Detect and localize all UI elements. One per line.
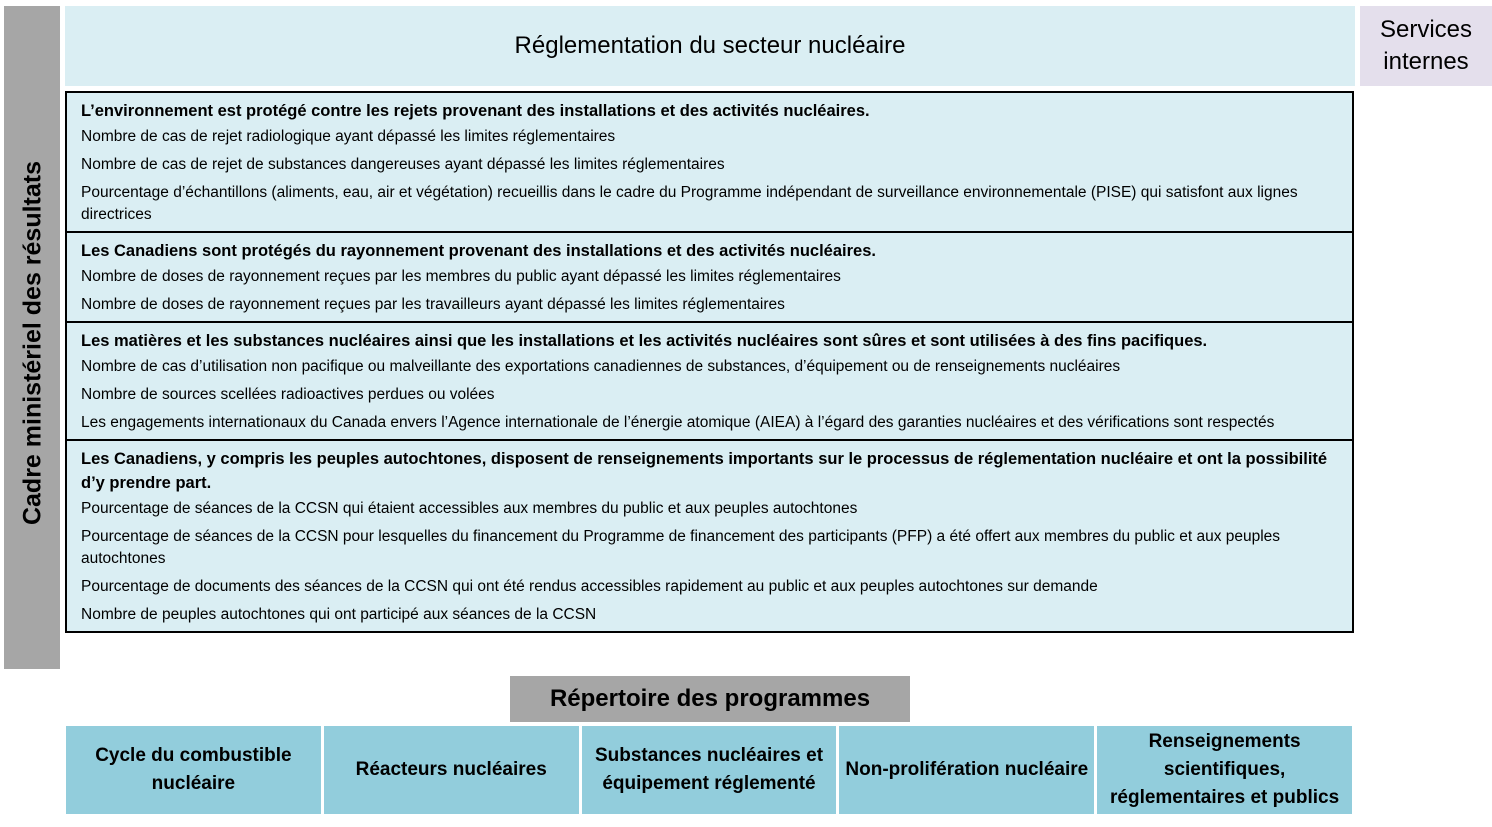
indicator: Nombre de cas d’utilisation non pacifique ou malveillante des exportations canadiennes de substances, d’équipement ou de renseignements nucléaires: [81, 358, 1121, 375]
indicator: Nombre de cas de rejet radiologique ayant dépassé les limites réglementaires: [81, 128, 616, 145]
result-block: [67, 321, 1352, 439]
services-internes-box: Services internes: [1360, 6, 1492, 86]
header-title: Réglementation du secteur nucléaire: [65, 6, 1355, 86]
indicator: Les engagements internationaux du Canada envers l’Agence internationale de l’énergie atomique (AIEA) à l’égard des garanties nucléaires et des vérifications sont respectés: [81, 414, 1275, 431]
indicator: Pourcentage d’échantillons (aliments, eau, air et végétation) recueillis dans le cadre du Programme indépendant de surveillance environnementale (PISE) qui satisfont aux lignes directrices: [81, 184, 1298, 223]
indicator: Nombre de sources scellées radioactives perdues ou volées: [81, 386, 495, 403]
result-block: [67, 93, 1352, 231]
program-box: Cycle du combustible nucléaire: [66, 726, 321, 814]
side-panel: [4, 6, 60, 669]
program-box: Renseignements scientifiques, réglementaires et publics: [1097, 726, 1352, 814]
indicator: Pourcentage de séances de la CCSN qui étaient accessibles aux membres du public et aux peuples autochtones: [81, 500, 858, 517]
indicator: Nombre de peuples autochtones qui ont participé aux séances de la CCSN: [81, 606, 597, 623]
result-title: L’environnement est protégé contre les rejets provenant des installations et des activités nucléaires.: [81, 102, 870, 120]
result-block: [67, 231, 1352, 321]
indicator: Nombre de doses de rayonnement reçues par les membres du public ayant dépassé les limites réglementaires: [81, 268, 841, 285]
result-title: Les Canadiens sont protégés du rayonnement provenant des installations et des activités nucléaires.: [81, 242, 876, 260]
result-title: Les Canadiens, y compris les peuples autochtones, disposent de renseignements importants sur le processus de réglementation nucléaire et ont la possibilité d’y prendre part.: [81, 450, 1328, 492]
result-title: Les matières et les substances nucléaires ainsi que les installations et les activités nucléaires sont sûres et sont utilisées à des fins pacifiques.: [81, 332, 1208, 350]
program-box: Réacteurs nucléaires: [324, 726, 579, 814]
side-label: Cadre ministériel des résultats: [18, 160, 47, 526]
indicator: Pourcentage de documents des séances de la CCSN qui ont été rendus accessibles rapidement au public et aux peuples autochtones sur demande: [81, 578, 1098, 595]
result-block: [67, 439, 1352, 631]
results-container: [65, 91, 1354, 633]
program-box: Non-prolifération nucléaire: [839, 726, 1094, 814]
program-row: [66, 726, 1352, 814]
indicator: Nombre de doses de rayonnement reçues par les travailleurs ayant dépassé les limites réglementaires: [81, 296, 785, 313]
repertoire-title: Répertoire des programmes: [510, 676, 910, 722]
program-box: Substances nucléaires et équipement réglementé: [582, 726, 837, 814]
indicator: Nombre de cas de rejet de substances dangereuses ayant dépassé les limites réglementaires: [81, 156, 725, 173]
indicator: Pourcentage de séances de la CCSN pour lesquelles du financement du Programme de financement des participants (PFP) a été offert aux membres du public et aux peuples autochtones: [81, 528, 1281, 567]
